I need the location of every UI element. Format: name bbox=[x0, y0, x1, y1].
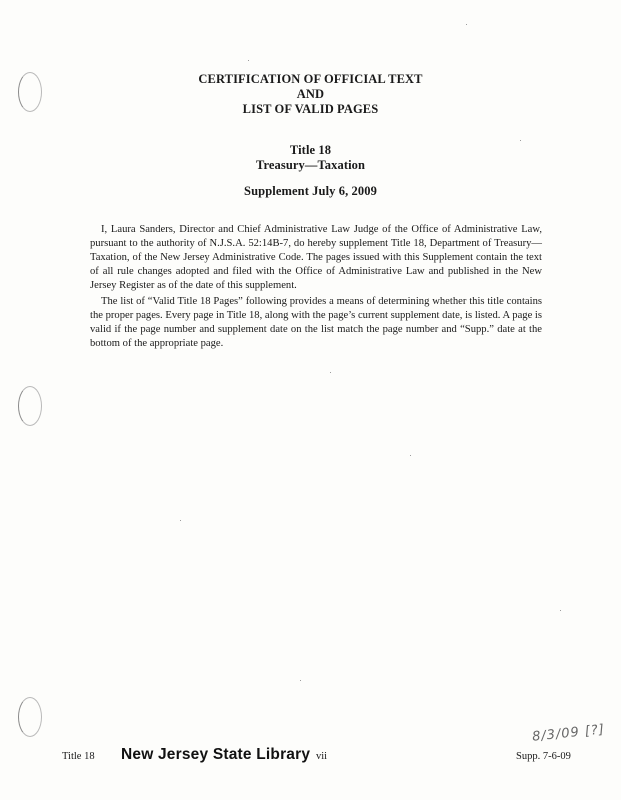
scan-speck bbox=[248, 60, 249, 61]
certification-paragraph: I, Laura Sanders, Director and Chief Administrative Law Judge of the Office of Administrative Law, pursuant to the authority of N.J.S.A. 52:14B-7, do hereby supplement Title 18, Department of Treasury—Taxation, of the New Jersey Administrative Code. The pages issued with this Supplement contain the text of all rule changes adopted and filed with the Office of Administrative Law and published in the New Jersey Register as of the date of this supplement. bbox=[90, 224, 542, 291]
punch-hole-bottom bbox=[18, 697, 42, 737]
footer-title: Title 18 bbox=[62, 751, 95, 762]
title-number: Title 18 bbox=[289, 143, 332, 157]
valid-pages-paragraph: The list of “Valid Title 18 Pages” following provides a means of determining whether this title contains the proper pages. Every page in Title 18, along with the page’s current supplement date, is listed. A page is valid if the page number and supplement date on the list match the page number and “Supp.” date at the bottom of the appropriate page. bbox=[90, 296, 542, 349]
scan-speck bbox=[560, 610, 561, 611]
title-name: Treasury—Taxation bbox=[255, 158, 366, 172]
scan-speck bbox=[300, 680, 301, 681]
title-heading bbox=[0, 143, 621, 173]
scan-speck bbox=[466, 24, 467, 25]
scan-speck bbox=[330, 372, 331, 373]
certification-heading bbox=[0, 72, 621, 117]
footer-supp-date: Supp. 7-6-09 bbox=[516, 751, 571, 762]
footer-page-number: vii bbox=[316, 751, 328, 762]
scan-speck bbox=[520, 140, 521, 141]
heading-line-2: AND bbox=[296, 87, 325, 101]
handwritten-note: 8/3/09 [?] bbox=[531, 722, 606, 745]
library-stamp: New Jersey State Library bbox=[121, 746, 311, 763]
heading-line-3: LIST OF VALID PAGES bbox=[242, 102, 379, 116]
supplement-date-heading: Supplement July 6, 2009 bbox=[244, 184, 377, 198]
punch-hole-middle bbox=[18, 386, 42, 426]
heading-line-1: CERTIFICATION OF OFFICIAL TEXT bbox=[198, 72, 423, 86]
scan-speck bbox=[180, 520, 181, 521]
scan-speck bbox=[410, 455, 411, 456]
